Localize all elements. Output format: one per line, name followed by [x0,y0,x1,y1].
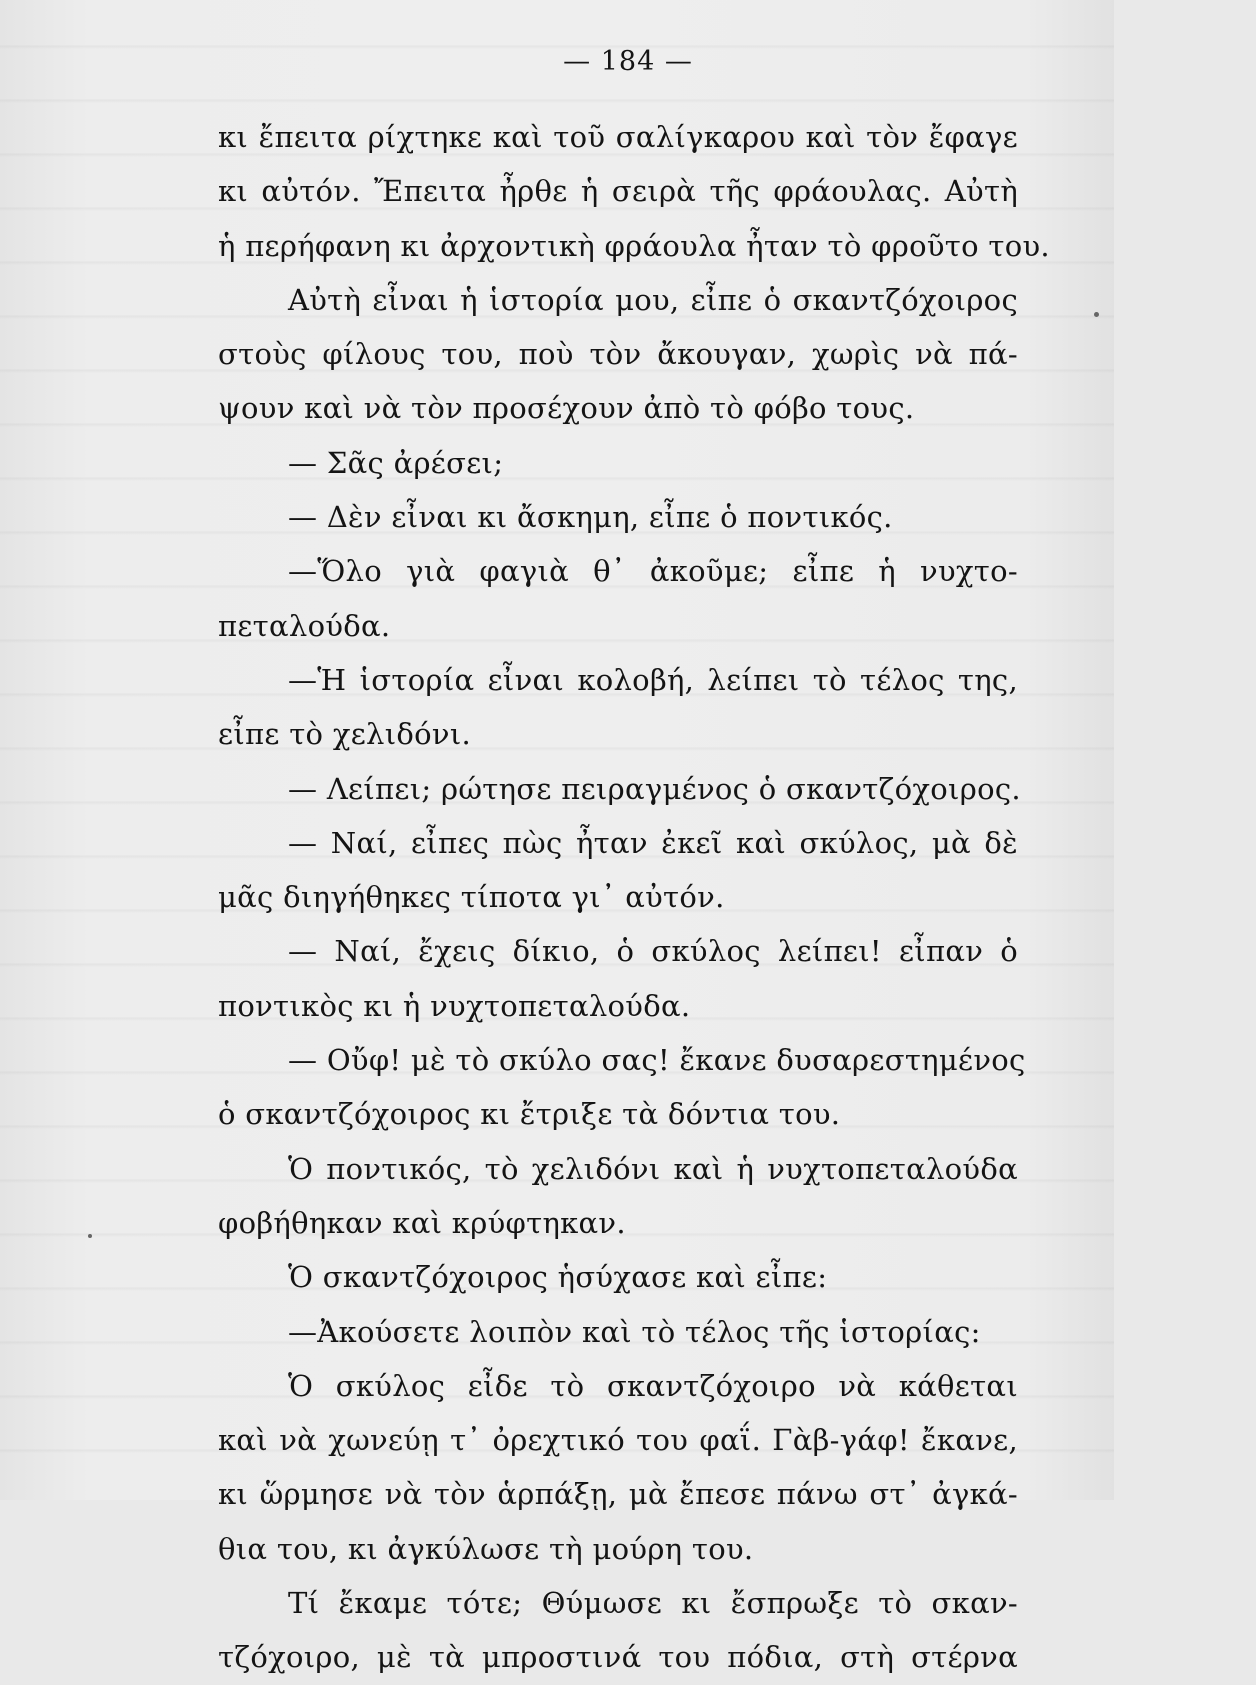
text-line: ἡ περήφανη κι ἀρχοντικὴ φράουλα ἦταν τὸ φροῦτο του. [218,228,1050,263]
text-line: —Ὅλο γιὰ φαγιὰ θ᾽ ἀκοῦμε; εἶπε ἡ νυχτο- [288,554,1018,589]
text-line: — Λείπει; ρώτησε πειραγμένος ὁ σκαντζόχοιρος. [288,771,1021,806]
text-line: εἶπε τὸ χελιδόνι. [218,717,472,752]
speck-mark [1094,312,1099,317]
text-line: Τί ἔκαμε τότε; Θύμωσε κι ἔσπρωξε τὸ σκαν- [288,1586,1018,1621]
text-line: Ὁ σκαντζόχοιρος ἡσύχασε καὶ εἶπε: [288,1260,828,1295]
text-line: Ὁ ποντικός, τὸ χελιδόνι καὶ ἡ νυχτοπεταλούδα [288,1151,1018,1186]
text-line: φοβήθηκαν καὶ κρύφτηκαν. [218,1205,626,1240]
speck-mark [88,1234,92,1238]
text-line: καὶ νὰ χωνεύῃ τ᾽ ὀρεχτικό του φαΐ. Γὰβ-γάφ! ἔκανε, [218,1423,1018,1458]
text-line: θια του, κι ἀγκύλωσε τὴ μούρη του. [218,1531,754,1566]
text-line: ὁ σκαντζόχοιρος κι ἔτριξε τὰ δόντια του. [218,1097,841,1132]
text-line: Ὁ σκύλος εἶδε τὸ σκαντζόχοιρο νὰ κάθεται [288,1368,1018,1403]
text-line: μᾶς διηγήθηκες τίποτα γι᾽ αὐτόν. [218,880,725,915]
text-line: στοὺς φίλους του, ποὺ τὸν ἄκουγαν, χωρὶς νὰ πά- [218,337,1018,372]
text-line: —Ἡ ἱστορία εἶναι κολοβή, λείπει τὸ τέλος της, [288,662,1018,697]
text-line: ψουν καὶ νὰ τὸν προσέχουν ἀπὸ τὸ φόβο τους. [218,391,915,426]
page-number: — 184 — [563,46,693,77]
text-line: Αὐτὴ εἶναι ἡ ἱστορία μου, εἶπε ὁ σκαντζόχοιρος [288,282,1018,317]
text-line: —Ἀκούσετε λοιπὸν καὶ τὸ τέλος τῆς ἱστορίας: [288,1314,981,1349]
body-text [218,110,1050,1685]
text-line: πεταλούδα. [218,608,391,643]
text-line: ποντικὸς κι ἡ νυχτοπεταλούδα. [218,988,691,1023]
text-line: κι αὐτόν. Ἔπειτα ἦρθε ἡ σειρὰ τῆς φράουλας. Αὐτὴ [218,174,1018,209]
text-line: τζόχοιρο, μὲ τὰ μπροστινά του πόδια, στὴ στέρνα [218,1640,1018,1675]
text-line: — Ναί, εἶπες πὼς ἦταν ἐκεῖ καὶ σκύλος, μὰ δὲ [288,825,1018,860]
text-line: — Δὲν εἶναι κι ἄσκημη, εἶπε ὁ ποντικός. [288,500,893,535]
text-line: — Οὔφ! μὲ τὸ σκύλο σας! ἔκανε δυσαρεστημένος [288,1043,1026,1078]
text-line: — Σᾶς ἀρέσει; [288,445,504,480]
text-line: — Ναί, ἔχεις δίκιο, ὁ σκύλος λείπει! εἶπαν ὁ [288,934,1018,969]
text-line: κι ὥρμησε νὰ τὸν ἁρπάξῃ, μὰ ἔπεσε πάνω στ᾽ ἀγκά- [218,1477,1018,1512]
text-line: κι ἔπειτα ρίχτηκε καὶ τοῦ σαλίγκαρου καὶ τὸν ἔφαγε [218,120,1018,154]
